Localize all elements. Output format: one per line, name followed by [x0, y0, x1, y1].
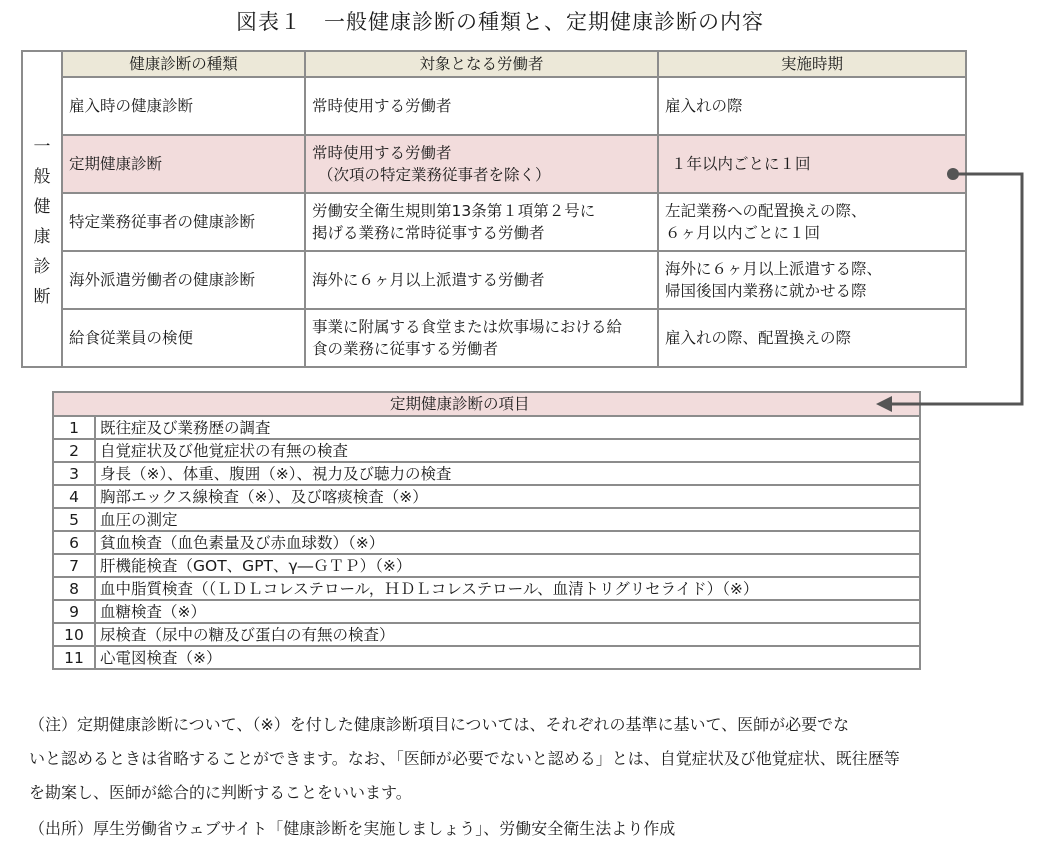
item-text: 自覚症状及び他覚症状の有無の検査 [95, 439, 920, 462]
item-text: 血圧の測定 [95, 508, 920, 531]
item-number: 6 [53, 531, 95, 554]
item-number: 4 [53, 485, 95, 508]
row-target: 労働安全衛生規則第13条第１項第２号に 掲げる業務に常時従事する労働者 [305, 193, 658, 251]
row-timing: 海外に６ヶ月以上派遣する際、 帰国後国内業務に就かせる際 [658, 251, 966, 309]
source-note: （出所）厚生労働省ウェブサイト「健康診断を実施しましょう」、労働安全衛生法より作成 [29, 819, 676, 838]
note-line-1: （注）定期健康診断について、（※）を付した健康診断項目については、それぞれの基準に基いて、医師が必要でな [29, 715, 850, 734]
note-line-3: を勘案し、医師が総合的に判断することをいいます。 [29, 783, 412, 802]
side-label: 一般健康診断 [33, 136, 51, 307]
connector-line [888, 174, 1022, 404]
header-timing: 実施時期 [658, 51, 966, 77]
item-number: 10 [53, 623, 95, 646]
item-text: 血中脂質検査（（ＬＤＬコレステロール，ＨＤＬコレステロール、血清トリグリセライド）（※） [95, 577, 920, 600]
item-number: 8 [53, 577, 95, 600]
item-text: 尿検査（尿中の糖及び蛋白の有無の検査） [95, 623, 920, 646]
note-line-2: いと認めるときは省略することができます。なお、「医師が必要でないと認める」とは、自覚症状及び他覚症状、既往歴等 [29, 749, 900, 768]
figure-title: 図表１ 一般健康診断の種類と、定期健康診断の内容 [236, 10, 764, 34]
items-header: 定期健康診断の項目 [95, 392, 920, 416]
row-type: 定期健康診断 [62, 135, 305, 193]
item-number: 3 [53, 462, 95, 485]
item-number: 2 [53, 439, 95, 462]
item-number: 5 [53, 508, 95, 531]
row-type: 雇入時の健康診断 [62, 77, 305, 135]
item-text: 血糖検査（※） [95, 600, 920, 623]
row-timing: 雇入れの際、配置換えの際 [658, 309, 966, 367]
item-text: 心電図検査（※） [95, 646, 920, 669]
item-text: 胸部エックス線検査（※）、及び喀痰検査（※） [95, 485, 920, 508]
row-target: 海外に６ヶ月以上派遣する労働者 [305, 251, 658, 309]
row-timing: 左記業務への配置換えの際、 ６ヶ月以内ごとに１回 [658, 193, 966, 251]
arrowhead-icon [876, 396, 892, 412]
header-type: 健康診断の種類 [62, 51, 305, 77]
row-type: 給食従業員の検便 [62, 309, 305, 367]
item-text: 身長（※）、体重、腹囲（※）、視力及び聴力の検査 [95, 462, 920, 485]
item-number: 7 [53, 554, 95, 577]
item-text: 貧血検査（血色素量及び赤血球数）（※） [95, 531, 920, 554]
item-number: 9 [53, 600, 95, 623]
row-type: 海外派遣労働者の健康診断 [62, 251, 305, 309]
item-text: 既往症及び業務歴の調査 [95, 416, 920, 439]
row-type: 特定業務従事者の健康診断 [62, 193, 305, 251]
row-timing: １年以内ごとに１回 [658, 135, 966, 193]
row-target: 常時使用する労働者 [305, 77, 658, 135]
item-number: 11 [53, 646, 95, 669]
row-target: 常時使用する労働者 （次項の特定業務従事者を除く） [305, 135, 658, 193]
row-target: 事業に附属する食堂または炊事場における給 食の業務に従事する労働者 [305, 309, 658, 367]
row-timing: 雇入れの際 [658, 77, 966, 135]
header-target: 対象となる労働者 [305, 51, 658, 77]
item-text: 肝機能検査（GOT、GPT、γ―ＧＴＰ）（※） [95, 554, 920, 577]
item-number: 1 [53, 416, 95, 439]
